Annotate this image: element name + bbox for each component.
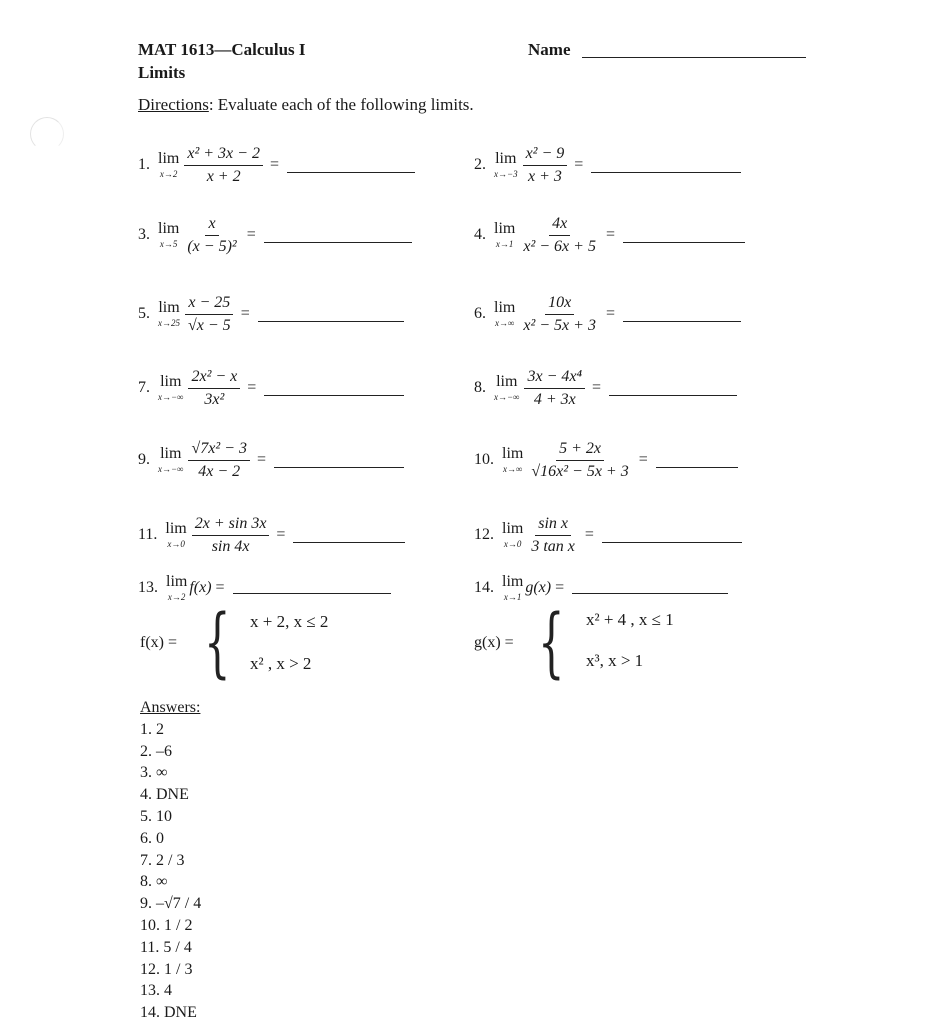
equals-sign: =	[605, 305, 615, 322]
fraction: $\frac{\text{2x² − x}}{\text{3x²}}$	[188, 368, 240, 409]
answer-item: 11. 5 / 4	[140, 938, 192, 956]
topic-title: Limits	[138, 63, 186, 82]
answer-blank[interactable]	[602, 542, 742, 543]
limit-operator: lim x→0	[165, 520, 187, 549]
course-title: MAT 1613—Calculus I	[138, 40, 306, 59]
limit-operator: lim x→5	[158, 220, 180, 249]
problem-9	[138, 430, 404, 490]
directions	[138, 95, 474, 115]
equals-sign: =	[592, 379, 602, 396]
limit-operator: lim x→−∞	[158, 445, 184, 474]
name-field[interactable]	[582, 57, 806, 58]
function-expr: f(x)	[189, 579, 212, 596]
problem-number: 2.	[474, 156, 486, 173]
answer-blank[interactable]	[623, 321, 741, 322]
fraction: $\frac{\text{x² + 3x − 2}}{x + 2}$	[184, 145, 263, 186]
fraction: $\frac{2x + \sin 3x}{\sin 4x}$	[192, 515, 270, 556]
answer-item: 10. 1 / 2	[140, 916, 193, 934]
limit-operator: lim x→1	[502, 573, 524, 602]
problem-1	[138, 135, 415, 195]
left-brace-icon: {	[538, 597, 565, 686]
problem-number: 4.	[474, 226, 486, 243]
answer-blank[interactable]	[264, 395, 404, 396]
problem-number: 7.	[138, 379, 150, 396]
problem-13	[138, 568, 391, 608]
problem-number: 5.	[138, 305, 150, 322]
fraction: $\frac{10x}{\text{x² − 5x + 3}}$	[523, 293, 596, 334]
piecewise-g-case2: x³, x > 1	[586, 651, 644, 670]
problem-4	[474, 205, 745, 265]
problem-number: 1.	[138, 156, 150, 173]
problem-number: 6.	[474, 305, 486, 322]
function-expr: g(x)	[525, 579, 552, 596]
equals-sign: =	[605, 226, 615, 243]
equals-sign: =	[240, 305, 250, 322]
fraction: $\frac{\text{x² − 9}}{x + 3}$	[523, 145, 568, 186]
limit-operator: lim x→2	[166, 573, 188, 602]
problem-number: 14.	[474, 579, 494, 596]
answer-item: 7. 2 / 3	[140, 851, 185, 869]
answer-item: 1. 2	[140, 720, 164, 738]
answer-item: 3. ∞	[140, 764, 168, 782]
fraction: $\frac{\text{3x − 4x⁴}}{4 + 3x}$	[524, 368, 585, 409]
answer-blank[interactable]	[233, 593, 391, 594]
directions-text: : Evaluate each of the following limits.	[208, 95, 474, 114]
problem-number: 8.	[474, 379, 486, 396]
answers-label: Answers:	[140, 699, 201, 716]
limit-operator: lim x→1	[494, 220, 516, 249]
problem-2	[474, 135, 741, 195]
answer-blank[interactable]	[264, 242, 412, 243]
limit-operator: lim x→∞	[502, 445, 524, 474]
problem-number: 9.	[138, 451, 150, 468]
equals-sign: =	[247, 379, 257, 396]
problem-14	[474, 568, 728, 608]
answer-blank[interactable]	[572, 593, 728, 594]
fraction: $\frac{\text{sin x}}{\text{3 tan x}}$	[531, 514, 575, 555]
equals-sign: =	[276, 526, 286, 543]
fraction: $\frac{5 + 2x}{\text{√16x² − 5x + 3}}$	[531, 439, 629, 480]
name-label: Name	[528, 40, 571, 59]
limit-operator: lim x→−∞	[494, 373, 520, 402]
answer-blank[interactable]	[591, 172, 741, 173]
answer-blank[interactable]	[656, 467, 738, 468]
directions-label: Directions	[138, 95, 209, 114]
left-brace-icon: {	[204, 597, 231, 686]
answer-item: 6. 0	[140, 829, 164, 847]
piecewise-g-case1: x² + 4 , x ≤ 1	[586, 610, 674, 629]
problem-10	[474, 430, 738, 490]
problem-number: 12.	[474, 526, 494, 543]
limit-operator: lim x→∞	[494, 299, 516, 328]
answer-blank[interactable]	[623, 242, 745, 243]
problem-12	[474, 505, 742, 565]
problem-11	[138, 505, 405, 565]
answer-item: 4. DNE	[140, 786, 189, 804]
equals-sign: =	[256, 451, 266, 468]
answer-blank[interactable]	[258, 321, 404, 322]
equals-sign: =	[269, 156, 279, 173]
problem-8	[474, 358, 737, 418]
limit-operator: lim x→−∞	[158, 373, 184, 402]
answer-blank[interactable]	[274, 467, 404, 468]
equals-sign: =	[555, 579, 565, 596]
problem-number: 3.	[138, 226, 150, 243]
problem-7	[138, 358, 404, 418]
fraction: $\frac{\text{√7x² − 3}}{4x - 2}$	[188, 440, 249, 481]
piecewise-f-case2: x² , x > 2	[250, 654, 312, 673]
equals-sign: =	[215, 579, 225, 596]
fraction: $\frac{x - 25}{√x - 5}$	[185, 294, 234, 335]
answer-item: 13. 4	[140, 982, 172, 1000]
answers-section	[140, 697, 201, 1024]
equals-sign: =	[638, 451, 648, 468]
equals-sign: =	[584, 526, 594, 543]
answer-item: 2. –6	[140, 742, 172, 760]
limit-operator: lim x→25	[158, 299, 180, 328]
answer-blank[interactable]	[287, 172, 415, 173]
limit-operator: lim x→−3	[494, 150, 518, 179]
problem-3	[138, 205, 412, 265]
piecewise-g-label: g(x) =	[474, 634, 514, 651]
fraction: $\frac{4x}{\text{x² − 6x + 5}}$	[523, 214, 596, 255]
equals-sign: =	[574, 156, 584, 173]
fraction: $\frac{x}{\text{(x − 5)²}}$	[187, 214, 237, 255]
limit-operator: lim x→2	[158, 150, 180, 179]
equals-sign: =	[246, 226, 256, 243]
limit-operator: lim x→0	[502, 520, 524, 549]
answer-item: 5. 10	[140, 807, 172, 825]
hole-punch-mark	[30, 117, 64, 151]
answer-item: 12. 1 / 3	[140, 960, 193, 978]
piecewise-f-case1: x + 2, x ≤ 2	[250, 612, 329, 631]
piecewise-f-label: f(x) =	[140, 634, 178, 651]
answer-item: 9. –√7 / 4	[140, 895, 202, 913]
problem-number: 10.	[474, 451, 494, 468]
problem-6	[474, 284, 741, 344]
answer-blank[interactable]	[609, 395, 737, 396]
problem-5	[138, 284, 404, 344]
answer-blank[interactable]	[293, 542, 405, 543]
problem-number: 13.	[138, 579, 158, 596]
answer-item: 8. ∞	[140, 873, 168, 891]
answer-item: 14. DNE	[140, 1004, 197, 1022]
problem-number: 11.	[138, 526, 158, 543]
